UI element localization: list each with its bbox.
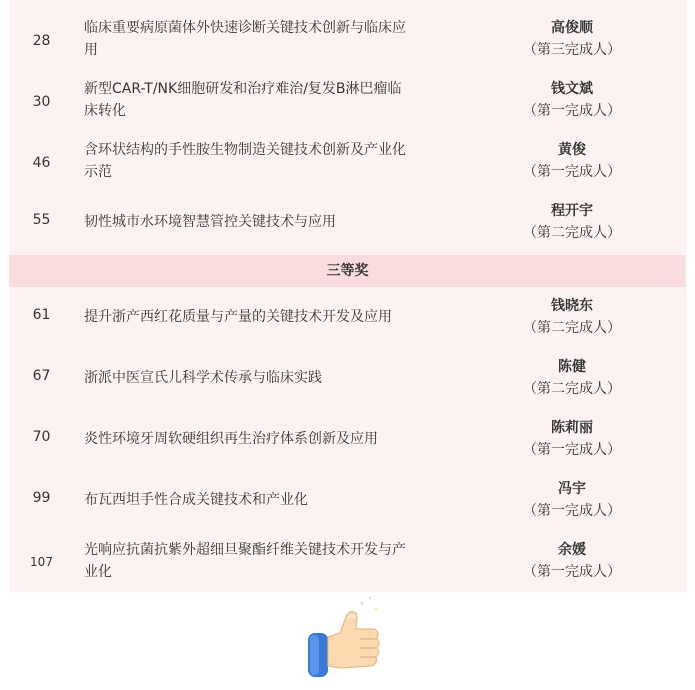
completer-name: 钱晓东 — [551, 298, 593, 314]
project-title — [84, 211, 429, 233]
project-title-line: 示范 — [84, 164, 112, 180]
project-title — [84, 489, 429, 511]
completer — [487, 200, 657, 244]
completer-role: （第一完成人） — [523, 503, 621, 519]
project-number: 55 — [32, 212, 51, 228]
completer — [487, 295, 657, 339]
project-title-line: 临床重要病原菌体外快速诊断关键技术创新与临床应 — [84, 20, 406, 36]
project-title-line: 新型CAR-T/NK细胞研发和治疗难治/复发B淋巴瘤临 — [84, 81, 402, 97]
completer — [487, 78, 657, 122]
completer-name: 程开宇 — [551, 203, 593, 219]
completer — [487, 478, 657, 522]
completer-name: 陈莉丽 — [551, 420, 593, 436]
project-title-line: 浙派中医宣氏儿科学术传承与临床实践 — [84, 370, 322, 386]
completer-role: （第一完成人） — [523, 442, 621, 458]
completer — [487, 417, 657, 461]
completer — [487, 539, 657, 583]
completer-role: （第一完成人） — [523, 103, 621, 119]
project-title-line: 炎性环境牙周软硬组织再生治疗体系创新及应用 — [84, 431, 378, 447]
project-title — [84, 539, 429, 583]
completer-name: 高俊顺 — [551, 20, 593, 36]
project-title-line: 业化 — [84, 564, 112, 580]
section-header-third-prize: 三等奖 — [9, 255, 686, 287]
project-title-line: 床转化 — [84, 103, 126, 119]
completer-role: （第一完成人） — [523, 164, 621, 180]
project-number: 30 — [32, 94, 51, 110]
completer-name: 陈健 — [558, 359, 586, 375]
project-number: 46 — [32, 155, 51, 171]
project-number: 67 — [32, 368, 51, 384]
completer-name: 黄俊 — [558, 142, 586, 158]
project-title — [84, 78, 429, 122]
completer — [487, 139, 657, 183]
project-title — [84, 306, 429, 328]
completer — [487, 17, 657, 61]
completer — [487, 356, 657, 400]
completer-role: （第二完成人） — [523, 381, 621, 397]
project-title — [84, 139, 429, 183]
project-number: 61 — [32, 307, 51, 323]
project-number: 107 — [30, 555, 53, 569]
project-title — [84, 428, 429, 450]
project-title — [84, 367, 429, 389]
project-title-line: 布瓦西坦手性合成关键技术和产业化 — [84, 492, 308, 508]
project-title-line: 提升浙产西红花质量与产量的关键技术开发及应用 — [84, 309, 392, 325]
completer-name: 余媛 — [558, 542, 586, 558]
project-number: 70 — [32, 429, 51, 445]
project-title-line: 光响应抗菌抗紫外超细旦聚酯纤维关键技术开发与产 — [84, 542, 406, 558]
completer-role: （第三完成人） — [523, 42, 621, 58]
completer-name: 冯宇 — [558, 481, 586, 497]
completer-role: （第一完成人） — [523, 564, 621, 580]
completer-name: 钱文斌 — [551, 81, 593, 97]
project-title-line: 韧性城市水环境智慧管控关键技术与应用 — [84, 214, 336, 230]
project-title-line: 用 — [84, 42, 98, 58]
project-title — [84, 17, 429, 61]
project-title-line: 含环状结构的手性胺生物制造关键技术创新及产业化 — [84, 142, 406, 158]
thumbs-up-icon — [300, 595, 390, 685]
project-number: 28 — [32, 33, 51, 49]
project-number: 99 — [32, 490, 51, 506]
completer-role: （第二完成人） — [523, 225, 621, 241]
award-table — [9, 0, 686, 592]
completer-role: （第二完成人） — [523, 320, 621, 336]
